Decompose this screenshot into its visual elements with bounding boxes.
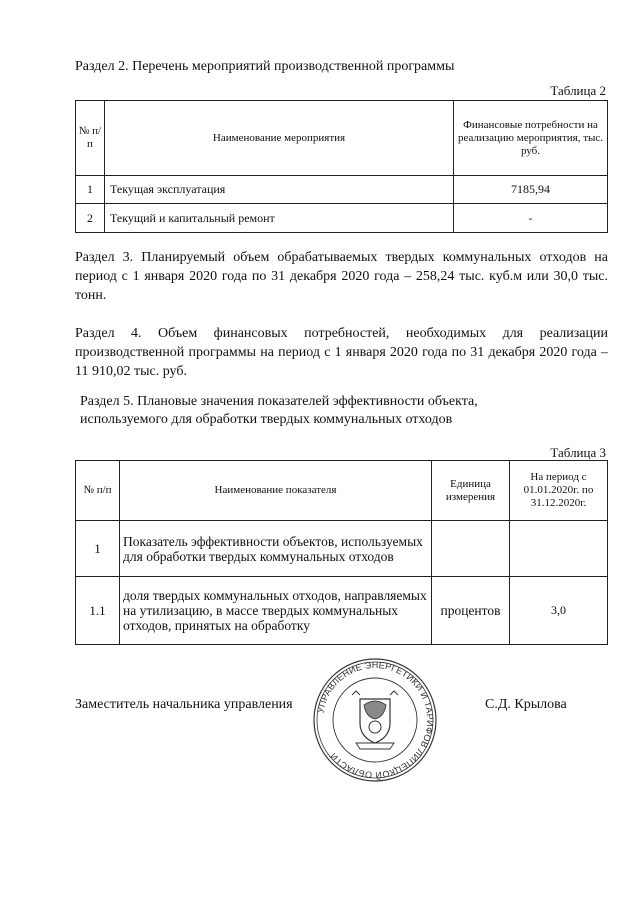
section4-text: Раздел 4. Объем финансовых потребностей, необходимых для реализации производственной программы на период с 1 января 2020 года по 31 декабря 2020 года – 11 910,02 тыс. руб. [75,326,608,379]
table2-header-num: № п/п [76,101,105,176]
table2-row2-name: Текущий и капитальный ремонт [105,204,454,233]
section5-title-line1: Раздел 5. Плановые значения показателей эффективности объекта, [80,394,478,409]
table3-header-unit: Единица измерения [432,461,510,521]
table3-row1-name: Показатель эффективности объектов, используемых для обработки твердых коммунальных отходов [120,521,432,577]
table3-caption: Таблица 3 [550,445,606,460]
table-row [76,176,608,204]
table3-row2-value: 3,0 [510,577,608,645]
official-seal [312,657,438,783]
table3-header-period: На период с 01.01.2020г. по 31.12.2020г. [510,461,608,521]
table-row [76,521,608,577]
table2-row1-name: Текущая эксплуатация [105,176,454,204]
table2-caption: Таблица 2 [550,83,606,98]
section3-text: Раздел 3. Планируемый объем обрабатываемых твердых коммунальных отходов на период с 1 января 2020 года по 31 декабря 2020 года – 258,24 тыс. куб.м или 30,0 тыс. тонн. [75,250,608,303]
section2-title: Раздел 2. Перечень мероприятий производственной программы [75,59,455,74]
table3-row1-unit [432,521,510,577]
table3-row2-name: доля твердых коммунальных отходов, направляемых на утилизацию, в массе твердых коммунальных отходов, принятых на обработку [120,577,432,645]
table3-row2-unit: процентов [432,577,510,645]
seal-icon [312,657,438,783]
table2-row2-num: 2 [76,204,105,233]
section5-title-line2: используемого для обработки твердых коммунальных отходов [80,412,453,427]
table2-header-row [76,101,608,176]
signature-name: С.Д. Крылова [485,697,567,712]
table3-header-num: № п/п [76,461,120,521]
table2-row1-num: 1 [76,176,105,204]
table-row [76,577,608,645]
signature-position: Заместитель начальника управления [75,697,293,712]
table3 [75,460,608,645]
table-row [76,204,608,233]
table3-header-row [76,461,608,521]
svg-text:УПРАВЛЕНИЕ ЭНЕРГЕТИКИ И ТАРИФО: УПРАВЛЕНИЕ ЭНЕРГЕТИКИ И ТАРИФОВ ЛИПЕЦКОЙ ОБЛАСТИ [315,659,436,781]
table3-row2-num: 1.1 [76,577,120,645]
table3-row1-num: 1 [76,521,120,577]
table2-header-finance: Финансовые потребности на реализацию мероприятия, тыс. руб. [454,101,608,176]
table2 [75,100,608,233]
table2-row2-value: - [454,204,608,233]
table2-row1-value: 7185,94 [454,176,608,204]
table2-header-name: Наименование мероприятия [105,101,454,176]
table3-row1-value [510,521,608,577]
table3-header-name: Наименование показателя [120,461,432,521]
